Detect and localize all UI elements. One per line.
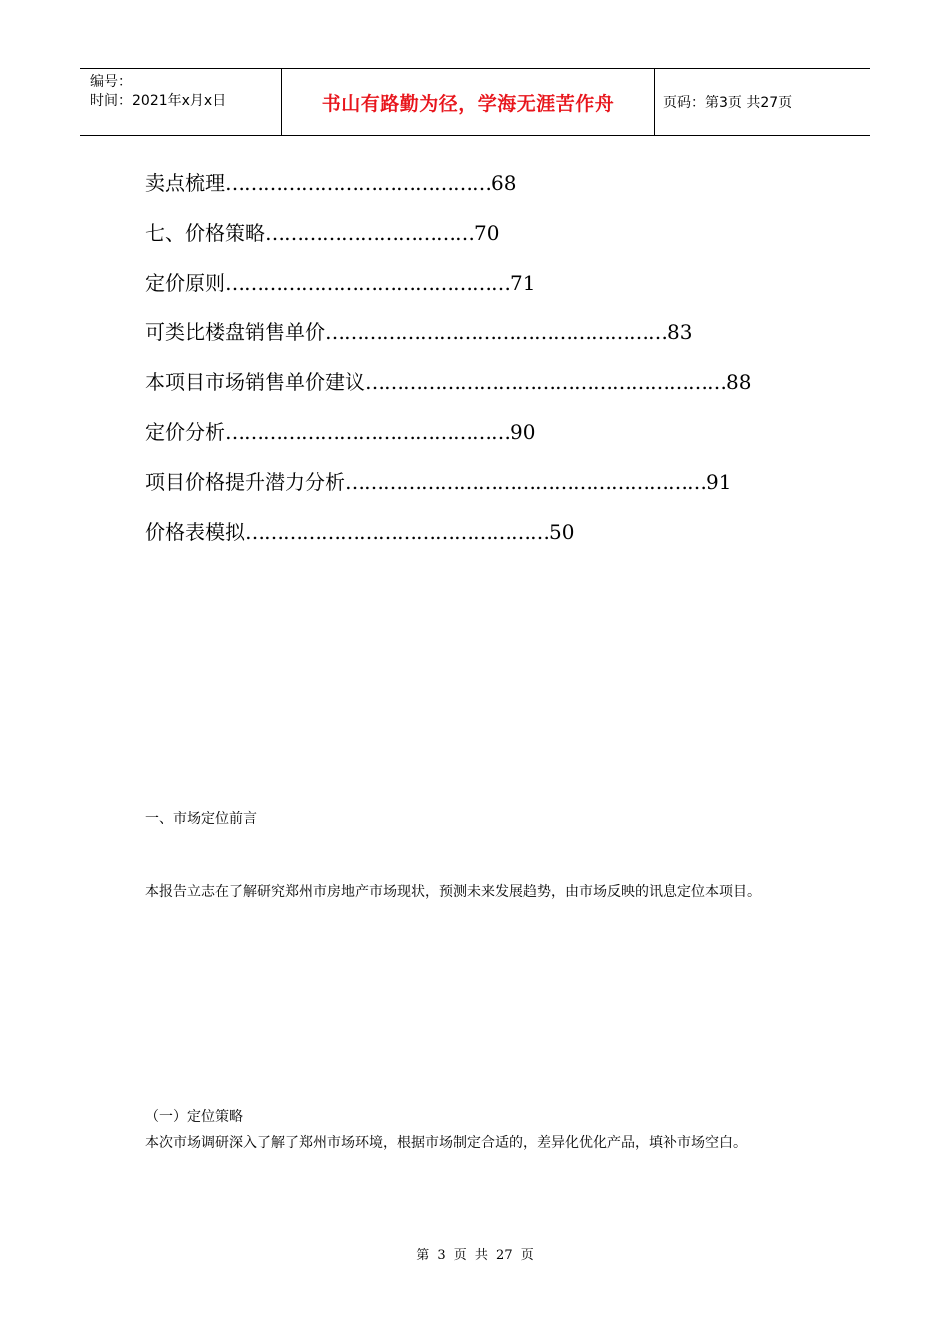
- toc-entry-page: 68: [491, 171, 517, 195]
- toc-leader-dots: …………………………………………………: [365, 370, 726, 395]
- strategy-paragraph: 本次市场调研深入了解了郑州市场环境，根据市场制定合适的，差异化优化产品，填补市场空白。: [145, 1135, 747, 1151]
- toc-entry[interactable]: [145, 417, 751, 467]
- toc-entry[interactable]: [145, 218, 751, 268]
- toc-entry-page: 90: [510, 419, 536, 444]
- toc-leader-dots: ………………………………………: [225, 270, 510, 295]
- toc-entry-page: 88: [726, 370, 752, 395]
- toc-entry-title: 价格表模拟: [145, 519, 245, 544]
- intro-paragraph: 本报告立志在了解研究郑州市房地产市场现状，预测未来发展趋势，由市场反映的讯息定位本项目。: [145, 884, 761, 900]
- header-page-cell: [655, 69, 870, 135]
- header-motto: 书山有路勤为径，学海无涯苦作舟: [321, 92, 615, 115]
- toc-entry[interactable]: [145, 517, 751, 567]
- toc-entry-page: 83: [667, 320, 693, 345]
- section-heading-positioning-strategy: （一）定位策略: [145, 1109, 243, 1125]
- toc-leader-dots: …………………………………………………: [345, 469, 706, 494]
- toc-entry-page: 91: [706, 469, 732, 494]
- page-footer: 第 3 页 共 27 页: [416, 1248, 534, 1263]
- table-of-contents: [145, 168, 751, 566]
- header-meta-cell: [80, 69, 282, 135]
- header-motto-cell: [282, 69, 655, 135]
- header-page-info: 页码：第3页 共27页: [663, 95, 793, 111]
- toc-entry[interactable]: [145, 268, 751, 318]
- toc-entry-title: 定价分析: [145, 419, 225, 444]
- toc-entry-page: 71: [510, 270, 536, 295]
- toc-entry-title: 七、价格策略: [145, 220, 265, 245]
- toc-entry[interactable]: [145, 317, 751, 367]
- page-header: [80, 68, 870, 136]
- document-number-label: 编号：: [90, 74, 132, 90]
- toc-entry-title: 本项目市场销售单价建议: [145, 370, 365, 395]
- toc-entry[interactable]: [145, 467, 751, 517]
- toc-leader-dots: ……………………………: [265, 220, 474, 245]
- toc-leader-dots: ………………………………………: [225, 419, 510, 444]
- section-heading-market-positioning: 一、市场定位前言: [145, 811, 257, 827]
- toc-leader-dots: ……………………………………: [225, 171, 491, 195]
- toc-entry[interactable]: [145, 168, 751, 218]
- toc-entry-title: 定价原则: [145, 270, 225, 295]
- toc-entry-page: 50: [549, 519, 575, 544]
- toc-entry-title: 卖点梳理: [145, 171, 225, 195]
- toc-entry-page: 70: [474, 220, 500, 245]
- document-time-label: 时间：2021年x月x日: [90, 93, 227, 109]
- toc-entry[interactable]: [145, 367, 751, 417]
- toc-entry-title: 可类比楼盘销售单价: [145, 320, 325, 345]
- toc-leader-dots: …………………………………………: [245, 519, 549, 544]
- toc-entry-title: 项目价格提升潜力分析: [145, 469, 345, 494]
- toc-leader-dots: ………………………………………………: [325, 320, 667, 345]
